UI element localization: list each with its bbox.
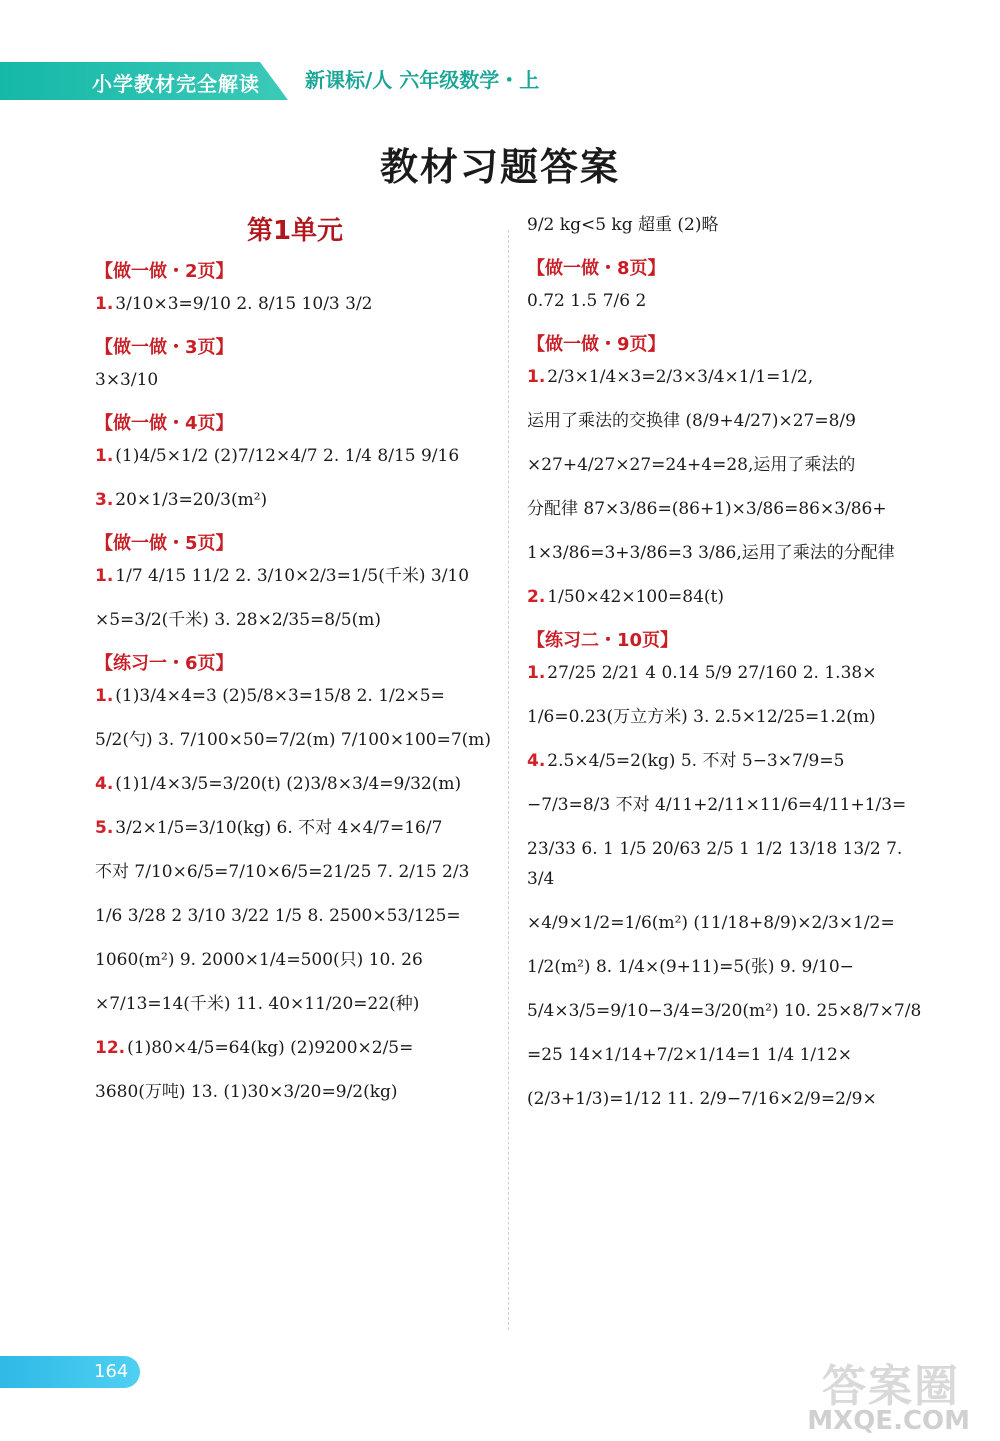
watermark-site: MXQE.COM [807, 1406, 970, 1436]
left-column [95, 210, 495, 1121]
answer-line: 1060(m²) 9. 2000×1/4=500(只) 10. 26 [95, 950, 423, 970]
section-heading: 【做一做・4页】 [95, 413, 234, 434]
answer-line: 23/33 6. 1 1/5 20/63 2/5 1 1/2 13/18 13/2 7. 3/4 [527, 839, 903, 889]
answer-line: 运用了乘法的交换律 (8/9+4/27)×27=8/9 [527, 411, 856, 431]
series-title: 小学教材完全解读 [92, 72, 260, 96]
answer-line: ×5=3/2(千米) 3. 28×2/35=8/5(m) [95, 610, 381, 630]
section-heading: 【做一做・9页】 [527, 334, 666, 355]
answer-line: −7/3=8/3 不对 4/11+2/11×11/6=4/11+1/3= [527, 795, 907, 815]
section-heading: 【做一做・5页】 [95, 533, 234, 554]
answer-line: 0.72 1.5 7/6 2 [527, 291, 647, 311]
answer-line: 9/2 kg<5 kg 超重 (2)略 [527, 215, 719, 235]
unit-heading: 第1单元 [246, 216, 344, 246]
answer-line: 1/6=0.23(万立方米) 3. 2.5×12/25=1.2(m) [527, 707, 876, 727]
answer-line: 1. 1/7 4/15 11/2 2. 3/10×2/3=1/5(千米) 3/10 [95, 566, 470, 586]
answer-line: 4. (1)1/4×3/5=3/20(t) (2)3/8×3/4=9/32(m) [95, 774, 462, 794]
answer-line: 1. (1)3/4×4=3 (2)5/8×3=15/8 2. 1/2×5= [95, 686, 445, 706]
answer-line: 分配律 87×3/86=(86+1)×3/86=86×3/86+ [527, 499, 887, 519]
section-heading: 【练习二・10页】 [527, 630, 679, 651]
answer-line: 3×3/10 [95, 370, 159, 390]
answer-line: 1. 3/10×3=9/10 2. 8/15 10/3 3/2 [95, 294, 373, 314]
answer-line: 不对 7/10×6/5=7/10×6/5=21/25 7. 2/15 2/3 [95, 862, 470, 882]
answer-line: 12. (1)80×4/5=64(kg) (2)9200×2/5= [95, 1038, 414, 1058]
answer-line: =25 14×1/14+7/2×1/14=1 1/4 1/12× [527, 1045, 853, 1065]
answer-line: ×7/13=14(千米) 11. 40×11/20=22(种) [95, 994, 420, 1014]
answer-line: 1/2(m²) 8. 1/4×(9+11)=5(张) 9. 9/10− [527, 957, 854, 977]
answer-line: ×4/9×1/2=1/6(m²) (11/18+8/9)×2/3×1/2= [527, 913, 895, 933]
column-divider [508, 230, 509, 1330]
answer-line: 3. 20×1/3=20/3(m²) [95, 490, 268, 510]
answer-line: 5/4×3/5=9/10−3/4=3/20(m²) 10. 25×8/7×7/8 [527, 1001, 922, 1021]
book-title: 新课标/人 六年级数学・上 [305, 68, 540, 92]
section-heading: 【做一做・3页】 [95, 337, 234, 358]
section-heading: 【做一做・8页】 [527, 258, 666, 279]
page-title: 教材习题答案 [379, 145, 620, 189]
answer-line: 1. 27/25 2/21 4 0.14 5/9 27/160 2. 1.38× [527, 663, 877, 683]
answer-line: (2/3+1/3)=1/12 11. 2/9−7/16×2/9=2/9× [527, 1089, 877, 1109]
watermark-logo: 答案圈 [822, 1361, 960, 1412]
answer-line: 5/2(勺) 3. 7/100×50=7/2(m) 7/100×100=7(m) [95, 730, 492, 750]
answer-line: 1×3/86=3+3/86=3 3/86,运用了乘法的分配律 [527, 543, 895, 563]
section-heading: 【练习一・6页】 [95, 653, 234, 674]
answer-line: 3680(万吨) 13. (1)30×3/20=9/2(kg) [95, 1082, 398, 1102]
right-column [527, 210, 927, 1128]
answer-line: ×27+4/27×27=24+4=28,运用了乘法的 [527, 455, 856, 475]
answer-line: 2. 1/50×42×100=84(t) [527, 587, 725, 607]
answer-line: 1. (1)4/5×1/2 (2)7/12×4/7 2. 1/4 8/15 9/16 [95, 446, 460, 466]
answer-line: 1/6 3/28 2 3/10 3/22 1/5 8. 2500×53/125= [95, 906, 461, 926]
section-heading: 【做一做・2页】 [95, 261, 234, 282]
answer-line: 1. 2/3×1/4×3=2/3×3/4×1/1=1/2, [527, 367, 814, 387]
page-number: 164 [94, 1361, 129, 1382]
answer-line: 5. 3/2×1/5=3/10(kg) 6. 不对 4×4/7=16/7 [95, 818, 443, 838]
answer-line: 4. 2.5×4/5=2(kg) 5. 不对 5−3×7/9=5 [527, 751, 845, 771]
